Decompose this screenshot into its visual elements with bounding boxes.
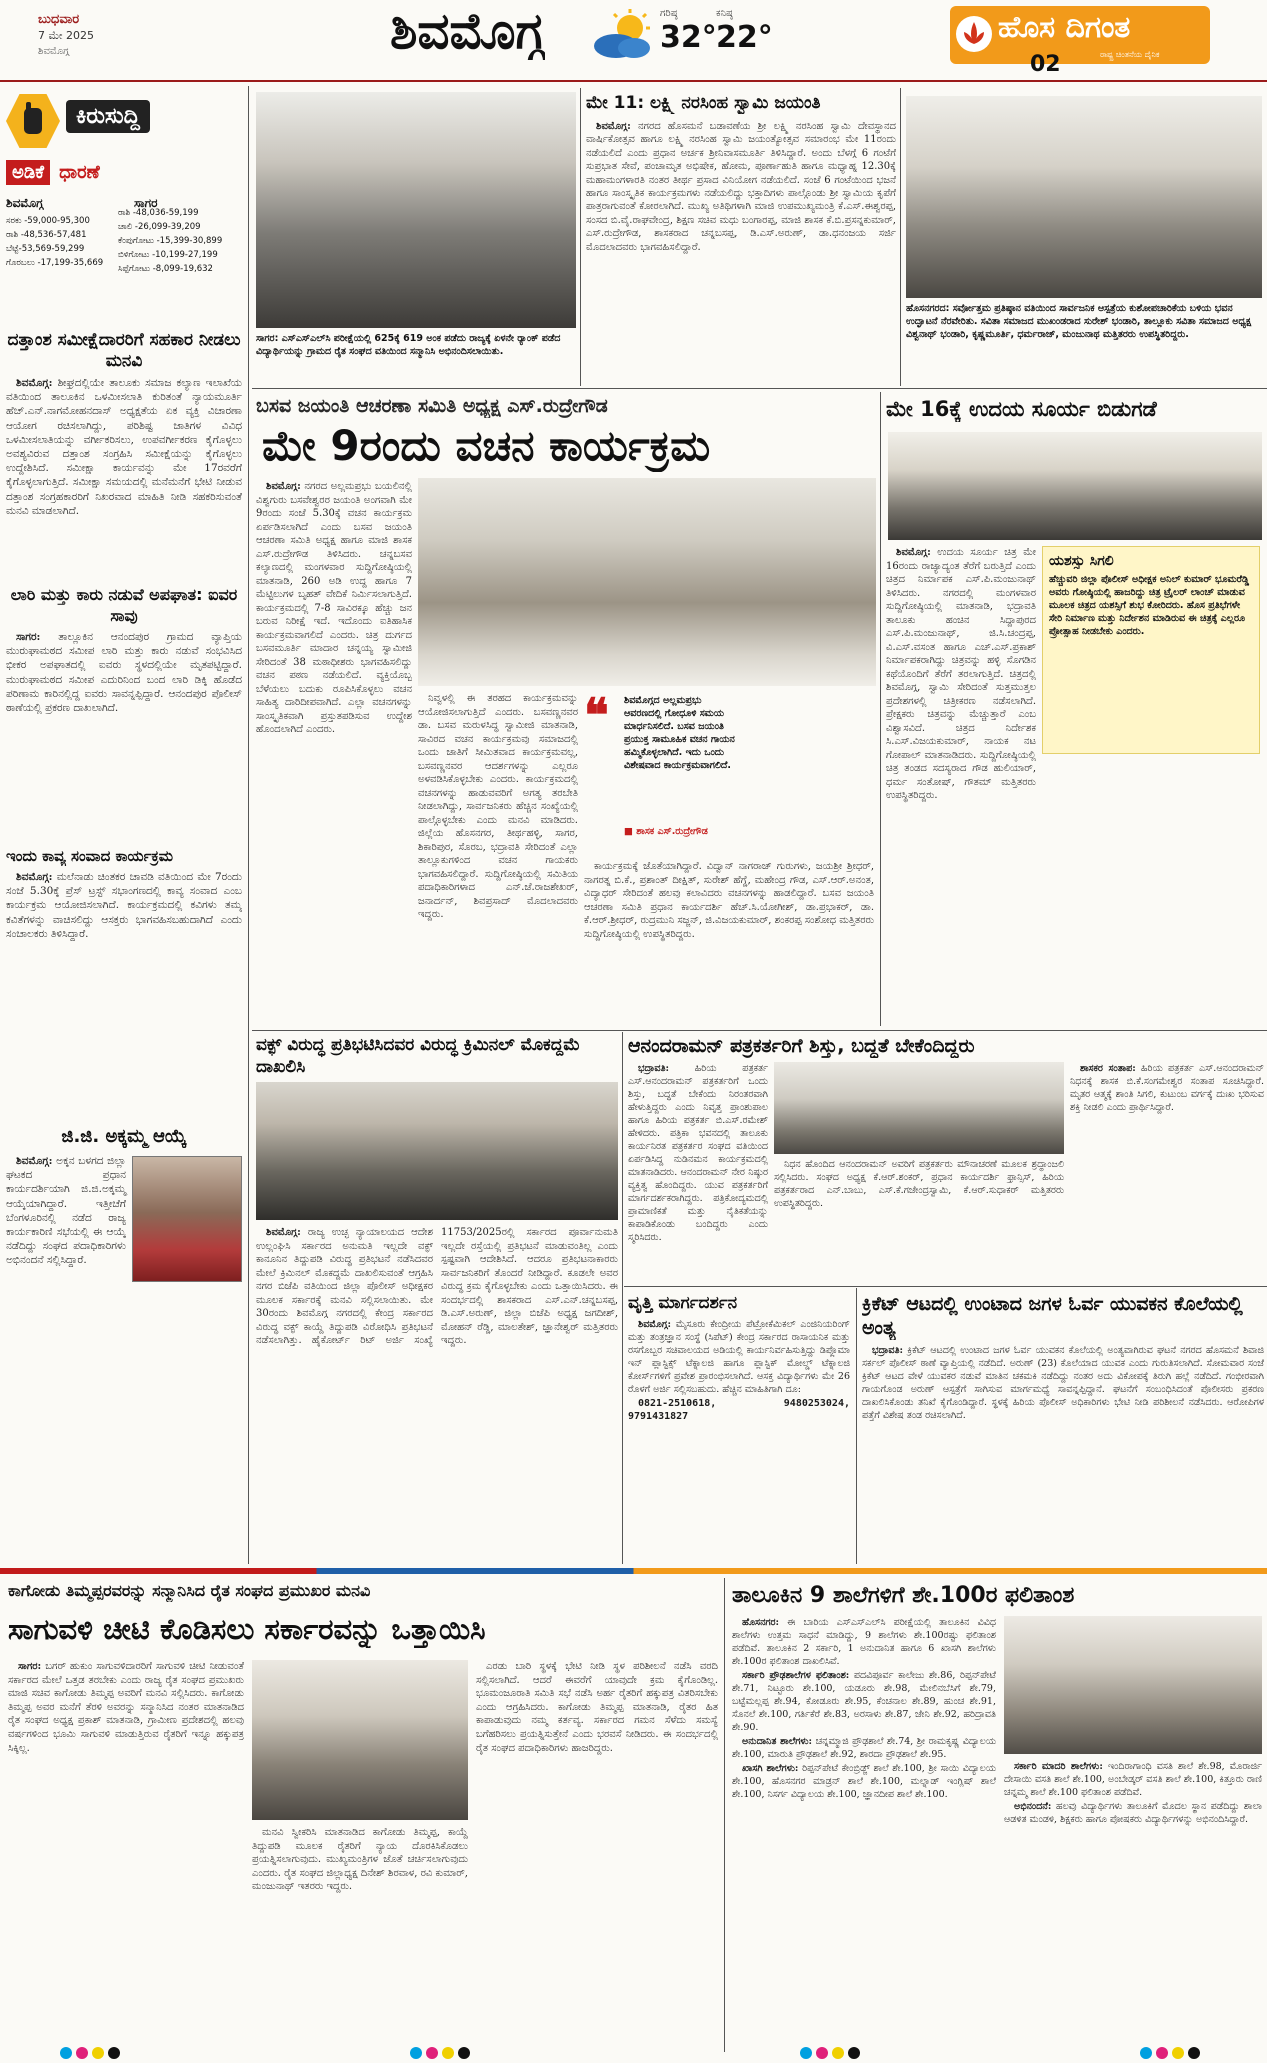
dateline: ಶಿವಮೊಗ್ಗ: <box>16 377 53 389</box>
story-text: ಚನ್ನಮ್ಮಾಜಿ ಪ್ರೌಢಶಾಲೆ ಶೇ.74, ಶ್ರೀ ರಾಮಕೃಷ್ಣ ವಿದ್ಯಾಲಯ ಶೇ.100, ಮಾರುತಿ ಪ್ರೌಢಶಾಲೆ ಶೇ.92, ಶಾರದಾ ಪ್ರೌಢಶಾಲೆ ಶೇ.95. <box>732 1736 996 1760</box>
story-text: ಇಂದಿರಾಗಾಂಧಿ ವಸತಿ ಶಾಲೆ ಶೇ.98, ಮೊರಾರ್ಜಿ ದೇಸಾಯಿ ವಸತಿ ಶಾಲೆ ಶೇ.100, ಅಂಬೇಡ್ಕರ್ ವಸತಿ ಶಾಲೆ ಶೇ.100, ಕಿತ್ತೂರು ರಾಣಿ ಚನ್ನಮ್ಮ ಶಾಲೆ ಶೇ.100 ಫಲಿತಾಂಶ ಪಡೆದಿವೆ. <box>1004 1761 1262 1798</box>
prices-right-list <box>118 206 242 276</box>
day-label: ಬುಧವಾರ <box>38 12 80 27</box>
waqf-memorandum-photo <box>256 1082 618 1220</box>
cricket-headline: ಕ್ರಿಕೆಟ್ ಆಟದಲ್ಲಿ ಉಂಟಾದ ಜಗಳ ಓರ್ವ ಯುವಕನ ಕೊಲೆಯಲ್ಲಿ ಅಂತ್ಯ <box>862 1293 1243 1339</box>
cmyk-dots <box>1140 2044 1204 2063</box>
divider <box>622 1032 623 1564</box>
price-row: ರಾಶಿ -48,036-59,199 <box>118 208 199 218</box>
story-text: ತಾಲ್ಲೂಕಿನ ಆನಂದಪುರ ಗ್ರಾಮದ ವ್ಯಾಪ್ತಿಯ ಮುರುಘಾಮಠದ ಸಮೀಪ ಲಾರಿ ಮತ್ತು ಕಾರು ನಡುವೆ ಸಂಭವಿಸಿದ ಭೀಕರ ಅಪಘಾತದಲ್ಲಿ ಐವರು ಸ್ಥಳದಲ್ಲಿಯೇ ಮೃತಪಟ್ಟಿದ್ದಾರೆ. ಮುರುಘಾಮಠದ ಸಮೀಪ ಎದುರಿನಿಂದ ಬಂದ ಲಾರಿ ಡಿಕ್ಕಿ ಹೊಡೆದ ಪರಿಣಾಮ ಕಾರಿನಲ್ಲಿದ್ದ ಐವರು ಸಾವನ್ನಪ್ಪಿದ್ದಾರೆ. ಆನಂದಪುರ ಪೊಲೀಸ್ ಠಾಣೆಯಲ್ಲಿ ಪ್ರಕರಣ ದಾಖಲಾಗಿದೆ. <box>6 631 242 715</box>
career-phone-numbers: 0821-2510618, 9480253024, 9791431827 <box>628 1398 850 1422</box>
lead-quote-box <box>584 688 740 852</box>
divider <box>252 1030 1267 1031</box>
anandaraman-body-1 <box>628 1062 768 1280</box>
subheading: ಖಾಸಗಿ ಶಾಲೆಗಳು: <box>742 1763 799 1774</box>
dateline: ಹೊಸನಗರ: <box>742 1617 780 1628</box>
story-text: ಪದವಿಪೂರ್ವ ಕಾಲೇಜು ಶೇ.86, ರಿಪ್ಪನ್‌ಪೇಟೆ ಶೇ.71, ನಿಟ್ಟೂರು ಶೇ.100, ಯಡೂರು ಶೇ.98, ಮೇಲಿನಬೆಸಿಗೆ ಶೇ.79, ಬಟ್ಟೆಮಲ್ಲಪ್ಪ ಶೇ.94, ಕೋಡೂರು ಶೇ.95, ಕೆಂಚನಾಲ ಶೇ.89, ಹುಂಚ ಶೇ.91, ಸೊನಲೆ ಶೇ.100, ಗರ್ತಿಕೆರೆ ಶೇ.83, ಅರಸಾಳು ಶೇ.87, ಜೇನಿ ಶೇ.92, ಹರಿದ್ರಾವತಿ ಶೇ.90. <box>732 1670 996 1733</box>
price-row: ಗೊರಬಲು -17,199-35,669 <box>6 258 104 268</box>
story-text: ನಿವ್ವಳಲ್ಲಿ ಈ ತರಹದ ಕಾರ್ಯಕ್ರಮವನ್ನು ಆಯೋಜಿಸಲಾಗುತ್ತಿದೆ ಎಂದರು. ಬಸವಣ್ಣನವರ ಡಾ. ಬಸವ ಮರುಳಸಿದ್ಧ ಸ್ವಾಮೀಜಿ ಮಾತನಾಡಿ, ಸಾವಿರದ ವಚನ ಕಾರ್ಯಕ್ರಮವು ಸಮಾಜದಲ್ಲಿ ಒಂದು ಜಾತಿಗೆ ಸೀಮಿತವಾದ ಕಾರ್ಯಕ್ರಮವಲ್ಲ, ಬಸವಣ್ಣನವರ ಆದರ್ಶಗಳನ್ನು ಎಲ್ಲರೂ ಅಳವಡಿಸಿಕೊಳ್ಳಬೇಕು ಎಂದರು. ಕಾರ್ಯಕ್ರಮದಲ್ಲಿ ವಚನಗಳನ್ನು ಹಾಡುವವರಿಗೆ ಅಗತ್ಯ ತರಬೇತಿ ನೀಡಲಾಗಿದ್ದು, ಸಾರ್ವಜನಿಕರು ಹೆಚ್ಚಿನ ಸಂಖ್ಯೆಯಲ್ಲಿ ಪಾಲ್ಗೊಳ್ಳಬೇಕು ಎಂದು ಮನವಿ ಮಾಡಿದರು. ಜಿಲ್ಲೆಯ ಹೊಸನಗರ, ತೀರ್ಥಹಳ್ಳಿ, ಸಾಗರ, ಶಿಕಾರಿಪುರ, ಸೊರಬ, ಭದ್ರಾವತಿ ಸೇರಿದಂತೆ ಎಲ್ಲಾ ತಾಲ್ಲೂಕುಗಳಿಂದ ವಚನ ಗಾಯಕರು ಭಾಗವಹಿಸಲಿದ್ದಾರೆ. ಸುದ್ದಿಗೋಷ್ಠಿಯಲ್ಲಿ ಸಮಿತಿಯ ಪದಾಧಿಕಾರಿಗಳಾದ ಎನ್.ಜೆ.ರಾಜಶೇಖರ್, ಜನಾರ್ದನ್, ಶಿವಪ್ರಸಾದ್ ಮೊದಲಾದವರು ಇದ್ದರು. <box>418 693 578 920</box>
anandaraman-headline: ಆನಂದರಾಮನ್ ಪತ್ರಕರ್ತರಿಗೆ ಶಿಸ್ತು, ಬದ್ಧತೆ ಬೇಕೆಂದಿದ್ದರು <box>628 1035 975 1057</box>
story-text: ಕಾರ್ಯಕ್ರಮಕ್ಕೆ ಜೊತೆಯಾಗಿದ್ದಾರೆ. ವಿದ್ವಾನ್ ನಾಗರಾಜ್ ಗುರುಗಳು, ಜಯಶ್ರೀ ಶ್ರೀಧರ್, ನಾಗರತ್ನ ಬಿ.ಕೆ., ಪ್ರಶಾಂತ್ ದೀಕ್ಷಿತ್, ಸುರೇಶ್ ಹೆಗ್ಡೆ, ಮಹೇಂದ್ರ ಗೌಡ, ಎಸ್.ಆರ್.ಅನಂತ, ವಿದ್ಯಾಧರ್ ಸೇರಿದಂತೆ ಹಲವು ಕಲಾವಿದರು ವಚನಗಳನ್ನು ಹಾಡಲಿದ್ದಾರೆ. ಬಸವ ಜಯಂತಿ ಆಚರಣಾ ಸಮಿತಿ ಪ್ರಧಾನ ಕಾರ್ಯದರ್ಶಿ ಹೆಚ್.ಸಿ.ಯೋಗೀಶ್, ಡಾ.ಪ್ರಭಾಕರ್, ಡಾ. ಕೆ.ಆರ್.ಶ್ರೀಧರ್, ರುದ್ರಮುನಿ ಸಜ್ಜನ್, ಜಿ.ವಿಜಯಕುಮಾರ್, ಶಂಕರಪ್ಪ ಸಂಶೋಧ ಮತ್ತಿತರರು ಸುದ್ದಿಗೋಷ್ಠಿಯಲ್ಲಿ ಉಪಸ್ಥಿತರಿದ್ದರು. <box>584 861 874 940</box>
subheading: ಶಾಸಕರ ಸಂತಾಪ: <box>1080 1063 1136 1074</box>
section-color-bar <box>0 1568 1267 1574</box>
arecanut-title-b: ಧಾರಣೆ <box>59 162 100 183</box>
story-text: ಬಗರ್ ಹುಕುಂ ಸಾಗುವಳಿದಾರರಿಗೆ ಸಾಗುವಳಿ ಚೀಟಿ ನೀಡುವಂತೆ ಸರ್ಕಾರದ ಮೇಲೆ ಒತ್ತಡ ತರಬೇಕು ಎಂದು ರಾಜ್ಯ ರೈತ ಸಂಘದ ಪ್ರಮುಖರು ಮಾಜಿ ಸಚಿವ ಕಾಗೋಡು ತಿಮ್ಮಪ್ಪ ಅವರಿಗೆ ಮನವಿ ಸಲ್ಲಿಸಿದರು. ಕಾಗೋಡು ತಿಮ್ಮಪ್ಪ ಅವರ ಮನೆಗೆ ತೆರಳಿ ಅವರನ್ನು ಸನ್ಮಾನಿಸಿದ ನಂತರ ಮಾತನಾಡಿದ ರೈತ ಸಂಘದ ಅಧ್ಯಕ್ಷ ಪ್ರಕಾಶ್ ಮಾತನಾಡಿ, ಗ್ರಾಮೀಣ ಪ್ರದೇಶದಲ್ಲಿ ಹಲವು ವರ್ಷಗಳಿಂದ ಭೂಮಿ ಸಾಗುವಳಿ ಮಾಡುತ್ತಿರುವ ರೈತರಿಗೆ ಇನ್ನೂ ಹಕ್ಕುಪತ್ರ ಸಿಕ್ಕಿಲ್ಲ. <box>8 1661 244 1754</box>
bottom-left-column-1 <box>8 1660 244 2050</box>
sidebar-story1-body <box>6 376 242 576</box>
sidebar-story3-body <box>6 870 242 1120</box>
sidebar-story4-body <box>6 1154 242 1494</box>
udaya-body <box>886 546 1036 1024</box>
masthead-rule <box>0 80 1267 82</box>
story-text: ಹಿರಿಯ ಪತ್ರಕರ್ತ ಎಸ್.ಆನಂದರಾಮನ್ ನಿಧನಕ್ಕೆ ಶಾಸಕ ಬಿ.ಕೆ.ಸಂಗಮೇಶ್ವರ ಸಂತಾಪ ಸೂಚಿಸಿದ್ದಾರೆ. ಮೃತರ ಆತ್ಮಕ್ಕೆ ಶಾಂತಿ ಸಿಗಲಿ, ಕುಟುಂಬ ವರ್ಗಕ್ಕೆ ದುಃಖ ಭರಿಸುವ ಶಕ್ತಿ ನೀಡಲಿ ಎಂದು ಪ್ರಾರ್ಥಿಸಿದ್ದಾರೆ. <box>1070 1063 1264 1113</box>
lakshmi-body <box>586 120 896 384</box>
akkamma-photo <box>132 1156 242 1282</box>
dateline: ಭದ್ರಾವತಿ: <box>872 1345 904 1356</box>
price-row: ಚಾಲಿ -26,099-39,209 <box>118 222 201 232</box>
paper-name: ಹೊಸ ದಿಗಂತ <box>998 10 1131 45</box>
price-row: ಸಿಪ್ಪೆಗೋಟು -8,099-19,632 <box>118 264 213 274</box>
sidebar-rule <box>248 86 249 1564</box>
min-temp-value: 22° <box>716 20 773 55</box>
lakshmi-headline: ಮೇ 11: ಲಕ್ಷ್ಮಿ ನರಸಿಂಹ ಸ್ವಾಮಿ ಜಯಂತಿ <box>586 93 821 113</box>
sidebar-story1-headline: ದತ್ತಾಂಶ ಸಮೀಕ್ಷೆದಾರರಿಗೆ ಸಹಕಾರ ನೀಡಲು ಮನವಿ <box>7 330 241 371</box>
dateline: ಶಿವಮೊಗ್ಗ: <box>16 1155 53 1167</box>
hospital-event-photo <box>906 96 1262 298</box>
bottom-right-column-2 <box>1004 1760 1262 2050</box>
udaya-box-headline: ಯಶಸ್ಸು ಸಿಗಲಿ <box>1049 553 1114 569</box>
weather-icon <box>590 8 656 62</box>
divider <box>724 1578 725 2052</box>
sidebar-story3-headline: ಇಂದು ಕಾವ್ಯ ಸಂವಾದ ಕಾರ್ಯಕ್ರಮ <box>6 847 174 865</box>
arecanut-title-a: ಅಡಿಕೆ <box>6 160 50 185</box>
students-photo <box>1004 1616 1262 1754</box>
dateline: ಶಿವಮೊಗ್ಗ: <box>266 481 301 492</box>
cmyk-dots <box>410 2044 474 2063</box>
story-text: ಶೀಘ್ರದಲ್ಲಿಯೇ ತಾಲೂಕು ಸಮಾಜ ಕಲ್ಯಾಣ ಇಲಾಖೆಯ ವತಿಯಿಂದ ತಾಲೂಕಿನ ಒಳಮೀಸಲಾತಿ ಕುರಿತಂತೆ ನ್ಯಾಯಮೂರ್ತಿ ಹೆಚ್.ಎನ್.ನಾಗಮೋಹನದಾಸ್ ಅಧ್ಯಕ್ಷತೆಯ ಏಕ ವ್ಯಕ್ತಿ ವಿಚಾರಣಾ ಆಯೋಗ ರಚಿಸಲಾಗಿದ್ದು, ಪರಿಶಿಷ್ಟ ಜಾತಿಗಳ ವಿವಿಧ ಒಳಮೀಸಲಾತಿಯನ್ನು ವರ್ಗೀಕರಿಸಲು, ಉಪವರ್ಗೀಕರಣ ಕೈಗೊಳ್ಳಲು ಅವಶ್ಯವಿರುವ ದತ್ತಾಂಶ ಸಂಗ್ರಹಿಸಿ ಸಮೀಕ್ಷೆಯನ್ನು ಕೈಗೊಳ್ಳಲು ಉದ್ದೇಶಿಸಿದೆ. ಸಮೀಕ್ಷಾ ಕಾರ್ಯವನ್ನು ಮೇ 17ರವರೆಗೆ ಕೈಗೊಳ್ಳಲಾಗುತ್ತಿದೆ. ಸಮೀಕ್ಷಾ ಸಮಯದಲ್ಲಿ ಮನೆಮನೆಗೆ ಭೇಟಿ ನೀಡುವ ದತ್ತಾಂಶ ಸಂಗ್ರಹಕಾರರಿಗೆ ನಿಖರವಾದ ಮಾಹಿತಿ ನೀಡಿ ಸಹಕರಿಸುವಂತೆ ಮನವಿ ಮಾಡಲಾಗಿದೆ. <box>6 377 242 517</box>
dateline: ಸಾಗರ: <box>16 631 41 643</box>
story-text: ಎರಡು ಬಾರಿ ಸ್ಥಳಕ್ಕೆ ಭೇಟಿ ನೀಡಿ ಸ್ಥಳ ಪರಿಶೀಲನೆ ನಡೆಸಿ ವರದಿ ಸಲ್ಲಿಸಲಾಗಿದೆ. ಆದರೆ ಈವರೆಗೆ ಯಾವುದೇ ಕ್ರಮ ಕೈಗೊಂಡಿಲ್ಲ. ಭೂಮಂಜೂರಾತಿ ಸಮಿತಿ ಸಭೆ ನಡೆಸಿ ಅರ್ಹ ರೈತರಿಗೆ ಹಕ್ಕುಪತ್ರ ವಿತರಿಸಬೇಕು ಎಂದು ಆಗ್ರಹಿಸಿದರು. ಕಾಗೋಡು ತಿಮ್ಮಪ್ಪ ಮಾತನಾಡಿ, ರೈತರ ಹಿತ ಕಾಪಾಡುವುದು ನಮ್ಮ ಕರ್ತವ್ಯ. ಸರ್ಕಾರದ ಗಮನ ಸೆಳೆದು ಸಮಸ್ಯೆ ಬಗೆಹರಿಸಲು ಪ್ರಯತ್ನಿಸುತ್ತೇನೆ ಎಂದು ಭರವಸೆ ನೀಡಿದರು. ಈ ಸಂದರ್ಭದಲ್ಲಿ ರೈತ ಸಂಘದ ಪದಾಧಿಕಾರಿಗಳು ಹಾಜರಿದ್ದರು. <box>476 1661 718 1754</box>
bottom-left-column-3 <box>476 1660 718 2050</box>
bottom-left-kicker: ಕಾಗೋಡು ತಿಮ್ಮಪ್ಪರವರನ್ನು ಸನ್ಮಾನಿಸಿದ ರೈತ ಸಂಘದ ಪ್ರಮುಖರ ಮನವಿ <box>8 1581 371 1600</box>
date-block <box>38 12 198 57</box>
story-text: ಅಕ್ಕನ ಬಳಗದ ಜಿಲ್ಲಾ ಘಟಕದ ಪ್ರಧಾನ ಕಾರ್ಯದರ್ಶಿಯಾಗಿ ಜಿ.ಜಿ.ಅಕ್ಕಮ್ಮ ಆಯ್ಕೆಯಾಗಿದ್ದಾರೆ. ಇತ್ತೀಚೆಗೆ ಬೆಂಗಳೂರಿನಲ್ಲಿ ನಡೆದ ರಾಜ್ಯ ಕಾರ್ಯಕಾರಿಣಿ ಸಭೆಯಲ್ಲಿ ಈ ಆಯ್ಕೆ ನಡೆದಿದ್ದು ಸಂಘದ ಪದಾಧಿಕಾರಿಗಳು ಅಭಿನಂದನೆ ಸಲ್ಲಿಸಿದ್ದಾರೆ. <box>6 1155 126 1267</box>
sidebar-story4-headline: ಜಿ.ಜಿ. ಅಕ್ಕಮ್ಮ ಆಯ್ಕೆ <box>61 1126 187 1147</box>
dateline: ಶಿವಮೊಗ್ಗ: <box>896 547 931 558</box>
udaya-press-photo <box>888 432 1262 540</box>
price-row: ಬೆಟ್ಟೆ-53,569-59,299 <box>6 244 85 254</box>
story-text: ನಗರದ ಅಲ್ಲಮಪ್ರಭು ಬಯಲಿನಲ್ಲಿ ವಿಶ್ವಗುರು ಬಸವೇಶ್ವರರ ಜಯಂತಿ ಅಂಗವಾಗಿ ಮೇ 9ರಂದು ಸಂಜೆ 5.30ಕ್ಕೆ ವಚನ ಕಾರ್ಯಕ್ರಮ ಏರ್ಪಡಿಸಲಾಗಿದೆ ಎಂದು ಬಸವ ಜಯಂತಿ ಆಚರಣಾ ಸಮಿತಿ ಅಧ್ಯಕ್ಷ ಹಾಗೂ ಮಾಜಿ ಶಾಸಕ ಎಸ್.ರುದ್ರೇಗೌಡ ತಿಳಿಸಿದರು. ಚನ್ನಬಸವ ಕಲ್ಯಾಣದಲ್ಲಿ ಮಂಗಳವಾರ ಸುದ್ದಿಗೋಷ್ಠಿಯಲ್ಲಿ ಮಾತನಾಡಿ, 260 ಅಡಿ ಉದ್ದ ಹಾಗೂ 7 ಮೆಟ್ಟಿಲುಗಳ ಬೃಹತ್ ವೇದಿಕೆ ನಿರ್ಮಿಸಲಾಗುತ್ತಿದೆ. ಕಾರ್ಯಕ್ರಮದಲ್ಲಿ 7-8 ಸಾವಿರಕ್ಕೂ ಹೆಚ್ಚು ಜನ ಬರುವ ನಿರೀಕ್ಷೆ ಇದೆ. ಇದೊಂದು ಐತಿಹಾಸಿಕ ಕಾರ್ಯಕ್ರಮವಾಗಲಿದೆ ಎಂದರು. ಚಿತ್ರ ದುರ್ಗದ ಬಸವಮೂರ್ತಿ ಮಾದಾರ ಚನ್ನಯ್ಯ ಸ್ವಾಮೀಜಿ ಸೇರಿದಂತೆ 38 ಮಠಾಧೀಶರು ಭಾಗವಹಿಸಲಿದ್ದು ವಚನ ಪಠಣ ನಡೆಯಲಿದೆ. ವ್ಯಕ್ತಿಯೊಬ್ಬ ಬೆಳೆಯಲು ಬದುಕು ರೂಪಿಸಿಕೊಳ್ಳಲು ವಚನ ಸಾಹಿತ್ಯ ದಾರಿದೀಪವಾಗಿದೆ. ಎಲ್ಲಾ ವಚನಗಳನ್ನು ಸಾಂಸ್ಕೃತಿಕವಾಗಿ ಪ್ರಸ್ತುತಪಡಿಸುವ ಉದ್ದೇಶ ಹೊಂದಲಾಗಿದೆ ಎಂದರು. <box>256 481 412 735</box>
story-text: ರಾಜ್ಯ ಉಚ್ಛ ನ್ಯಾಯಾಲಯದ ಆದೇಶ ಉಲ್ಲಂಘಿಸಿ ಸರ್ಕಾರದ ಅನುಮತಿ ಇಲ್ಲದೇ ವಕ್ಫ್ ಕಾನೂನಿನ ತಿದ್ದುಪಡಿ ವಿರುದ್ಧ ಪ್ರತಿಭಟನೆ ನಡೆಸಿದವರ ಮೇಲೆ ಕ್ರಿಮಿನಲ್ ಮೊಕದ್ದಮೆ ದಾಖಲಿಸುವಂತೆ ಆಗ್ರಹಿಸಿ ನಗರ ಬಿಜೆಪಿ ವತಿಯಿಂದ ಜಿಲ್ಲಾ ಪೊಲೀಸ್ ಅಧೀಕ್ಷಕರ ಮೂಲಕ ಸರ್ಕಾರಕ್ಕೆ ಮನವಿ ಸಲ್ಲಿಸಲಾಯಿತು. ಮೇ 30ರಂದು ಶಿವಮೊಗ್ಗ ನಗರದಲ್ಲಿ ಕೇಂದ್ರ ಸರ್ಕಾರದ ವಿರುದ್ಧ ವಕ್ಫ್ ಕಾಯ್ದೆ ತಿದ್ದುಪಡಿ ವಿರೋಧಿಸಿ ಪ್ರತಿಭಟನೆ ನಡೆಸಲಾಗಿತ್ತು. ಹೈಕೋರ್ಟ್ ರಿಟ್ ಅರ್ಜಿ ಸಂಖ್ಯೆ 11753/2025ರಲ್ಲಿ ಸರ್ಕಾರದ ಪೂರ್ವಾನುಮತಿ ಇಲ್ಲದೇ ರಸ್ತೆಯಲ್ಲಿ ಪ್ರತಿಭಟನೆ ಮಾಡುವಂತಿಲ್ಲ ಎಂದು ಸ್ಪಷ್ಟವಾಗಿ ಆದೇಶಿಸಿದೆ. ಆದರೂ ಪ್ರತಿಭಟನಾಕಾರರು ಸಾರ್ವಜನಿಕರಿಗೆ ತೊಂದರೆ ನೀಡಿದ್ದಾರೆ. ಕೂಡಲೇ ಅವರ ವಿರುದ್ಧ ಕ್ರಮ ಕೈಗೊಳ್ಳಬೇಕು ಎಂದು ಒತ್ತಾಯಿಸಿದರು. ಈ ಸಂದರ್ಭದಲ್ಲಿ ಶಾಸಕರಾದ ಎಸ್.ಎನ್.ಚನ್ನಬಸಪ್ಪ, ಡಿ.ಎಸ್.ಅರುಣ್, ಜಿಲ್ಲಾ ಬಿಜೆಪಿ ಅಧ್ಯಕ್ಷ ಜಗದೀಶ್, ಮೋಹನ್ ರೆಡ್ಡಿ, ಮಾಲತೇಶ್, ಜ್ಞಾನೇಶ್ವರ್ ಮತ್ತಿತರರು ಇದ್ದರು. <box>256 1227 618 1346</box>
bottom-left-headline: ಸಾಗುವಳಿ ಚೀಟಿ ಕೊಡಿಸಲು ಸರ್ಕಾರವನ್ನು ಒತ್ತಾಯಿಸಿ <box>8 1612 486 1646</box>
lead-column-1 <box>256 480 412 1024</box>
divider <box>580 88 581 386</box>
page-number: 02 <box>1030 52 1061 77</box>
story-text: ನಿಧನ ಹೊಂದಿದ ಆನಂದರಾಮನ್ ಅವರಿಗೆ ಪತ್ರಕರ್ತರು ಮೌನಾಚರಣೆ ಮೂಲಕ ಶ್ರದ್ಧಾಂಜಲಿ ಸಲ್ಲಿಸಿದರು. ಸಂಘದ ಅಧ್ಯಕ್ಷ ಕೆ.ಆರ್.ಶಂಕರ್, ಪ್ರಧಾನ ಕಾರ್ಯದರ್ಶಿ ಫ್ರಾನ್ಸಿಸ್, ಹಿರಿಯ ಪತ್ರಕರ್ತರಾದ ಎನ್.ಬಾಬು, ಎಸ್.ಕೆ.ಗಜೇಂದ್ರಸ್ವಾಮಿ, ಕೆ.ಆರ್.ಸುಧಾಕರ್ ಮತ್ತಿತರರು ಉಪಸ್ಥಿತರಿದ್ದರು. <box>774 1159 1064 1209</box>
arecanut-title <box>6 160 156 190</box>
anandaraman-tribute-photo <box>774 1062 1064 1154</box>
kiru-suddi-title: ಕಿರುಸುದ್ದಿ <box>66 100 150 133</box>
anandaraman-body-2 <box>774 1158 1064 1280</box>
waqf-headline: ವಕ್ಫ್ ವಿರುದ್ಧ ಪ್ರತಿಭಟಿಸಿದವರ ವಿರುದ್ಧ ಕ್ರಿಮಿನಲ್ ಮೊಕದ್ದಮೆ ದಾಖಲಿಸಿ <box>256 1035 581 1077</box>
bottom-right-headline: ತಾಲೂಕಿನ 9 ಶಾಲೆಗಳಿಗೆ ಶೇ.100ರ ಫಲಿತಾಂಶ <box>732 1583 1075 1608</box>
subheading: ಅಭಿನಂದನೆ: <box>1014 1801 1052 1812</box>
story-text: ಮನವಿ ಸ್ವೀಕರಿಸಿ ಮಾತನಾಡಿದ ಕಾಗೋಡು ತಿಮ್ಮಪ್ಪ, ಕಾಯ್ದೆ ತಿದ್ದುಪಡಿ ಮೂಲಕ ರೈತರಿಗೆ ನ್ಯಾಯ ದೊರಕಿಸಿಕೊಡಲು ಪ್ರಯತ್ನಿಸಲಾಗುವುದು. ಮುಖ್ಯಮಂತ್ರಿಗಳ ಜೊತೆ ಚರ್ಚಿಸಲಾಗುವುದು ಎಂದರು. ರೈತ ಸಂಘದ ಜಿಲ್ಲಾಧ್ಯಕ್ಷ ದಿನೇಶ್ ಶಿರವಾಳ, ರವಿ ಕುಮಾರ್, ಮಂಜುನಾಥ್ ಇತರರು ಇದ್ದರು. <box>252 1827 468 1893</box>
price-row: ಬಿಳಿಗೋಟು -10,199-27,199 <box>118 250 218 260</box>
story-text: ಹಲವು ವಿದ್ಯಾರ್ಥಿಗಳು ತಾಲೂಕಿಗೆ ಮೊದಲ ಸ್ಥಾನ ಪಡೆದಿದ್ದು ಶಾಲಾ ಆಡಳಿತ ಮಂಡಳಿ, ಶಿಕ್ಷಕರು ಹಾಗೂ ಪೋಷಕರು ವಿದ್ಯಾರ್ಥಿಗಳನ್ನು ಅಭಿನಂದಿಸಿದ್ದಾರೆ. <box>1004 1801 1262 1825</box>
bottom-left-column-2 <box>252 1826 468 2050</box>
rank-student-photo <box>256 92 576 328</box>
waqf-body <box>256 1226 618 1562</box>
masthead <box>0 0 1267 78</box>
story-text: ಈ ಬಾರಿಯ ಎಸ್ಎಸ್ಎಲ್‌ಸಿ ಪರೀಕ್ಷೆಯಲ್ಲಿ ತಾಲೂಕಿನ ವಿವಿಧ ಶಾಲೆಗಳು ಉತ್ತಮ ಸಾಧನೆ ಮಾಡಿದ್ದು, 9 ಶಾಲೆಗಳು ಶೇ.100ರಷ್ಟು ಫಲಿತಾಂಶ ಪಡೆದಿವೆ. ತಾಲೂಕಿನ 2 ಸರ್ಕಾರಿ, 1 ಅನುದಾನಿತ ಹಾಗೂ 6 ಖಾಸಗಿ ಶಾಲೆಗಳು ಶೇ.100ರ ಫಲಿತಾಂಶ ದಾಖಲಿಸಿವೆ. <box>732 1617 996 1667</box>
udaya-box-body: ಹೆಚ್ಚುವರಿ ಜಿಲ್ಲಾ ಪೊಲೀಸ್ ಅಧೀಕ್ಷಕ ಅನಿಲ್ ಕುಮಾರ್ ಭೂಮರೆಡ್ಡಿ ಅವರು ಗೋಷ್ಠಿಯಲ್ಲಿ ಹಾಜರಿದ್ದು ಚಿತ್ರ ಟ್ರೈಲರ್ ಲಾಂಚ್ ಮಾಡುವ ಮೂಲಕ ಚಿತ್ರದ ಯಶಸ್ಸಿಗೆ ಶುಭ ಕೋರಿದರು. ಹೊಸ ಪ್ರತಿಭೆಗಳೇ ಸೇರಿ ನಿರ್ಮಾಣ ಮತ್ತು ನಿರ್ದೇಶನ ಮಾಡಿರುವ ಈ ಚಿತ್ರಕ್ಕೆ ಎಲ್ಲರೂ ಪ್ರೋತ್ಸಾಹ ನೀಡಬೇಕು ಎಂದರು. <box>1049 574 1250 637</box>
min-temp-label: ಕನಿಷ್ಠ <box>716 8 733 19</box>
dateline: ಶಿವಮೊಗ್ಗ: <box>596 121 631 132</box>
cmyk-dots <box>60 2044 124 2063</box>
prices-left-list <box>6 214 122 270</box>
udaya-info-box <box>1042 546 1260 754</box>
paper-logo <box>950 6 1210 64</box>
dateline: ಶಿವಮೊಗ್ಗ: <box>16 871 53 883</box>
city-small-label: ಶಿವಮೊಗ್ಗ <box>38 46 70 57</box>
lead-kicker: ಬಸವ ಜಯಂತಿ ಆಚರಣಾ ಸಮಿತಿ ಅಧ್ಯಕ್ಷ ಎಸ್.ರುದ್ರೇಗೌಡ <box>256 395 608 417</box>
bottom-right-column-1 <box>732 1616 996 2050</box>
quote-author: ■ ಶಾಸಕ ಎಸ್.ರುದ್ರೇಗೌಡ <box>624 826 708 837</box>
date-label: 7 ಮೇ 2025 <box>38 29 95 42</box>
divider <box>880 392 881 1026</box>
story-text: ಮಲೆನಾಡು ಚಿಂತಕರ ಚಾವಡಿ ವತಿಯಿಂದ ಮೇ 7ರಂದು ಸಂಜೆ 5.30ಕ್ಕೆ ಪ್ರೆಸ್ ಟ್ರಸ್ಟ್ ಸಭಾಂಗಣದಲ್ಲಿ ಕಾವ್ಯ ಸಂವಾದ ಎಂಬ ಕಾರ್ಯಕ್ರಮ ಆಯೋಜಿಸಲಾಗಿದೆ. ಕಾರ್ಯಕ್ರಮದಲ್ಲಿ ಕವಿಗಳು ತಮ್ಮ ಕವಿತೆಗಳನ್ನು ವಾಚಿಸಲಿದ್ದು ಆಸಕ್ತರು ಭಾಗವಹಿಸಬಹುದಾಗಿದೆ ಎಂದು ಸಂಚಾಲಕರು ತಿಳಿಸಿದ್ದಾರೆ. <box>6 871 242 940</box>
story-text: ಮೈಸೂರು ಕೇಂದ್ರೀಯ ಪೆಟ್ರೋಕೆಮಿಕಲ್ ಎಂಜಿನಿಯರಿಂಗ್ ಮತ್ತು ತಂತ್ರಜ್ಞಾನ ಸಂಸ್ಥೆ (ಸಿಪೆಟ್) ಕೇಂದ್ರ ಸರ್ಕಾರದ ರಾಸಾಯನಿಕ ಮತ್ತು ರಸಗೊಬ್ಬರ ಸಚಿವಾಲಯದ ಅಡಿಯಲ್ಲಿ ಕಾರ್ಯನಿರ್ವಹಿಸುತ್ತಿದ್ದು ಡಿಪ್ಲೊಮಾ ಇನ್ ಪ್ಲಾಸ್ಟಿಕ್ಸ್ ಟೆಕ್ನಾಲಜಿ ಹಾಗೂ ಪ್ಲಾಸ್ಟಿಕ್ ಮೋಲ್ಡ್ ಟೆಕ್ನಾಲಜಿ ಕೋರ್ಸ್‌ಗಳಿಗೆ ಪ್ರವೇಶ ಪ್ರಾರಂಭಿಸಲಾಗಿದೆ. ಆಸಕ್ತ ವಿದ್ಯಾರ್ಥಿಗಳು ಮೇ 26 ರೊಳಗೆ ಅರ್ಜಿ ಸಲ್ಲಿಸಬಹುದು. ಹೆಚ್ಚಿನ ಮಾಹಿತಿಗಾಗಿ ದೂ: <box>628 1319 850 1395</box>
price-row: ಸರಕು -59,000-95,300 <box>6 216 90 226</box>
price-row: ಕೆಂಪುಗೋಟು -15,399-30,899 <box>118 236 223 246</box>
market-shivamogga-label: ಶಿವಮೊಗ್ಗ <box>6 196 44 210</box>
divider <box>252 388 1267 389</box>
cmyk-dots <box>800 2044 864 2063</box>
paper-tagline: ರಾಷ್ಟ್ರ ಚಿಂತನೆಯ ದೈನಿಕ <box>1100 50 1160 59</box>
cricket-body <box>862 1344 1264 1562</box>
story-text: ಹಿರಿಯ ಪತ್ರಕರ್ತ ಎಸ್.ಆನಂದರಾಮನ್ ಪತ್ರಕರ್ತರಿಗೆ ಒಂದು ಶಿಸ್ತು, ಬದ್ಧತೆ ಬೇಕೆಂದು ನಿರಂತರವಾಗಿ ಹೇಳುತ್ತಿದ್ದರು ಎಂದು ನಿವೃತ್ತ ಪ್ರಾಂಶುಪಾಲ ಹಾಗೂ ಹಿರಿಯ ಪತ್ರಕರ್ತ ಬಿ.ಎಸ್.ರಮೇಶ್ ಹೇಳಿದರು. ಪತ್ರಿಕಾ ಭವನದಲ್ಲಿ ತಾಲೂಕು ಕಾರ್ಯನಿರತ ಪತ್ರಕರ್ತರ ಸಂಘದ ವತಿಯಿಂದ ಏರ್ಪಡಿಸಿದ್ದ ನುಡಿನಮನ ಕಾರ್ಯಕ್ರಮದಲ್ಲಿ ಮಾತನಾಡಿದರು. ಆನಂದರಾಮನ್ ನೇರ ನಿಷ್ಠುರ ವ್ಯಕ್ತಿತ್ವ ಹೊಂದಿದ್ದರು. ಯುವ ಪತ್ರಕರ್ತರಿಗೆ ಮಾರ್ಗದರ್ಶಕರಾಗಿದ್ದರು. ಪತ್ರಿಕೋದ್ಯಮದಲ್ಲಿ ಪ್ರಾಮಾಣಿಕತೆ ಮತ್ತು ನೈತಿಕತೆಯನ್ನು ಕಾಪಾಡಿಕೊಂಡು ಬಂದಿದ್ದರು ಎಂದು ಸ್ಮರಿಸಿದರು. <box>628 1063 768 1243</box>
arecanut-price-box <box>6 160 242 328</box>
story-text: ನಗರದ ಹೊಸಮನೆ ಬಡಾವಣೆಯ ಶ್ರೀ ಲಕ್ಷ್ಮಿ ನರಸಿಂಹ ಸ್ವಾಮಿ ದೇವಸ್ಥಾನದ ವಾರ್ಷಿಕೋತ್ಸವ ಹಾಗೂ ಲಕ್ಷ್ಮಿ ನರಸಿಂಹ ಸ್ವಾಮಿ ಜಯಂತ್ಯೋತ್ಸವ ಸಮಾರಂಭ ಮೇ 11ರಂದು ನಡೆಯಲಿದೆ ಎಂದು ಪ್ರಧಾನ ಅರ್ಚಕ ಶ್ರೀನಿವಾಸಮೂರ್ತಿ ತಿಳಿಸಿದ್ದಾರೆ. ಅಂದು ಬೆಳಗ್ಗೆ 6 ಗಂಟೆಗೆ ಸುಪ್ರಭಾತ ಸೇವೆ, ಪಂಚಾಮೃತ ಅಭಿಷೇಕ, ಹೋಮ, ಪೂರ್ಣಾಹುತಿ ಹಾಗೂ ಮಧ್ಯಾಹ್ನ 12.30ಕ್ಕೆ ಮಹಾಮಂಗಳಾರತಿ ನಂತರ ತೀರ್ಥ ಪ್ರಸಾದ ವಿನಿಯೋಗ ನಡೆಯಲಿದೆ. ಸಂಜೆ 6 ಗಂಟೆಯಿಂದ ಭಜನೆ ಹಾಗೂ ಸಾಂಸ್ಕೃತಿಕ ಕಾರ್ಯಕ್ರಮಗಳು ನಡೆಯಲಿದ್ದು ಭಕ್ತಾದಿಗಳು ಪಾಲ್ಗೊಂಡು ಶ್ರೀ ಸ್ವಾಮಿಯ ಕೃಪೆಗೆ ಪಾತ್ರರಾಗುವಂತೆ ಕೋರಲಾಗಿದೆ. ಮುಖ್ಯ ಅತಿಥಿಗಳಾಗಿ ಮಾಜಿ ಉಪಮುಖ್ಯಮಂತ್ರಿ ಕೆ.ಎಸ್.ಈಶ್ವರಪ್ಪ, ಸಂಸದ ಬಿ.ವೈ.ರಾಘವೇಂದ್ರ, ಶಿಕ್ಷಣ ಸಚಿವ ಮಧು ಬಂಗಾರಪ್ಪ, ಮಾಜಿ ಶಾಸಕ ಕೆ.ಬಿ.ಪ್ರಸನ್ನಕುಮಾರ್, ಎಸ್.ರುದ್ರೇಗೌಡ, ಶಾಸಕರಾದ ಚನ್ನಬಸಪ್ಪ, ಡಿ.ಎಸ್.ಅರುಣ್, ಡಾ.ಧನಂಜಯ ಸರ್ಜಿ ಮೊದಲಾದವರು ಭಾಗವಹಿಸಲಿದ್ದಾರೆ. <box>586 121 896 253</box>
dateline: ಸಾಗರ: <box>18 1661 42 1672</box>
city-title: ಶಿವಮೊಗ್ಗ <box>390 2 546 60</box>
story-text: ಕ್ರಿಕೆಟ್ ಆಟದಲ್ಲಿ ಉಂಟಾದ ಜಗಳ ಓರ್ವ ಯುವಕನ ಕೊಲೆಯಲ್ಲಿ ಅಂತ್ಯವಾಗಿರುವ ಘಟನೆ ನಗರದ ಹೊಸಮನೆ ಶಿವಾಜಿ ಸರ್ಕಲ್ ಪೊಲೀಸ್ ಠಾಣೆ ವ್ಯಾಪ್ತಿಯಲ್ಲಿ ನಡೆದಿದೆ. ಅರುಣ್ (23) ಕೊಲೆಯಾದ ಯುವಕ ಎಂದು ಗುರುತಿಸಲಾಗಿದೆ. ಸೋಮವಾರ ಸಂಜೆ ಕ್ರಿಕೆಟ್ ಆಟದ ವೇಳೆ ಯುವಕರ ನಡುವೆ ಮಾತಿನ ಚಕಮಕಿ ನಡೆದಿದ್ದು ನಂತರ ಅದು ವಿಕೋಪಕ್ಕೆ ತಿರುಗಿ ಹಲ್ಲೆ ನಡೆದಿದೆ. ಗಂಭೀರವಾಗಿ ಗಾಯಗೊಂಡ ಅರುಣ್ ಆಸ್ಪತ್ರೆಗೆ ಸಾಗಿಸುವ ಮಾರ್ಗಮಧ್ಯೆ ಸಾವನ್ನಪ್ಪಿದ್ದಾನೆ. ಘಟನೆಗೆ ಸಂಬಂಧಿಸಿದಂತೆ ಪೊಲೀಸರು ಪ್ರಕರಣ ದಾಖಲಿಸಿಕೊಂಡು ತನಿಖೆ ಕೈಗೊಂಡಿದ್ದಾರೆ. ಸ್ಥಳಕ್ಕೆ ಹಿರಿಯ ಪೊಲೀಸ್ ಅಧಿಕಾರಿಗಳು ಭೇಟಿ ನೀಡಿ ಪರಿಶೀಲನೆ ನಡೆಸಿದರು. ಆರೋಪಿಗಳ ಪತ್ತೆಗೆ ವಿಶೇಷ ತಂಡ ರಚಿಸಲಾಗಿದೆ. <box>862 1345 1264 1421</box>
dateline: ಶಿವಮೊಗ್ಗ: <box>266 1227 301 1238</box>
sidebar-story2-headline: ಲಾರಿ ಮತ್ತು ಕಾರು ನಡುವೆ ಅಪಘಾತ: ಐವರ ಸಾವು <box>10 585 238 625</box>
dateline: ಭದ್ರಾವತಿ: <box>638 1063 670 1074</box>
hand-icon <box>6 94 60 148</box>
lead-column-3 <box>584 860 874 1024</box>
subheading: ಸರ್ಕಾರಿ ಮಾದರಿ ಶಾಲೆಗಳು: <box>1014 1761 1103 1772</box>
udaya-headline: ಮೇ 16ಕ್ಕೆ ಉದಯ ಸೂರ್ಯ ಬಿಡುಗಡೆ <box>886 397 1157 421</box>
lotus-icon <box>956 16 992 52</box>
market-sagara-label: ಸಾಗರ <box>134 196 158 210</box>
divider <box>900 88 901 386</box>
price-row: ರಾಶಿ -48,536-57,481 <box>6 230 87 240</box>
temp-block <box>660 6 780 66</box>
divider <box>624 1286 1267 1287</box>
career-body <box>628 1318 850 1518</box>
quote-text: ಶಿವಮೊಗ್ಗದ ಅಲ್ಲಮಪ್ರಭು ಆವರಣದಲ್ಲಿ ಗೋಧೂಳಿ ಸಮಯ ಮಾರ್ಧನಿಸಲಿದೆ. ಬಸವ ಜಯಂತಿ ಪ್ರಯುಕ್ತ ಸಾಮೂಹಿಕ ವಚನ ಗಾಯನ ಹಮ್ಮಿಕೊಳ್ಳಲಾಗಿದೆ. ಇದು ಒಂದು ವಿಶೇಷವಾದ ಕಾರ್ಯಕ್ರಮವಾಗಲಿದೆ. <box>624 695 735 771</box>
sidebar <box>0 90 246 1610</box>
max-temp-label: ಗರಿಷ್ಠ <box>660 8 678 19</box>
divider <box>856 1288 857 1564</box>
rank-student-caption: ಸಾಗರ: ಎಸ್ಎಸ್ಎಲ್‌ಸಿ ಪರೀಕ್ಷೆಯಲ್ಲಿ 625ಕ್ಕೆ 619 ಅಂಕ ಪಡೆದು ರಾಜ್ಯಕ್ಕೆ ಏಳನೇ ರ‍್ಯಾಂಕ್ ಪಡೆದ ವಿದ್ಯಾರ್ಥಿಯನ್ನು ಗ್ರಾಮದ ರೈತ ಸಂಘದ ವತಿಯಿಂದ ಸನ್ಮಾನಿಸಿ ಅಭಿನಂದಿಸಲಾಯಿತು. <box>256 333 561 357</box>
subheading: ಅನುದಾನಿತ ಶಾಲೆಗಳು: <box>742 1736 813 1747</box>
max-temp-value: 32° <box>660 20 717 55</box>
career-headline: ವೃತ್ತಿ ಮಾರ್ಗದರ್ಶನ <box>628 1293 738 1313</box>
lead-column-2 <box>418 692 578 1024</box>
dateline: ಶಿವಮೊಗ್ಗ: <box>638 1319 672 1330</box>
lead-headline: ಮೇ 9ರಂದು ವಚನ ಕಾರ್ಯಕ್ರಮ <box>262 421 711 470</box>
hospital-event-caption: ಹೊಸನಗರದ: ಸರ್ವೋತ್ತಮ ಪ್ರತಿಷ್ಠಾನ ವತಿಯಿಂದ ಸಾರ್ವಜನಿಕ ಆಸ್ಪತ್ರೆಯ ಕುಶೋಪಚಾರಿಕೆಯ ಬಳಿಯ ಭವನ ಉದ್ಘಾಟನೆ ನೆರವೇರಿತು. ಸವಿತಾ ಸಮಾಜದ ಮುಖಂಡರಾದ ಸುರೇಶ್ ಭಂಡಾರಿ, ತಾಲ್ಲೂಕು ಸವಿತಾ ಸಮಾಜದ ಅಧ್ಯಕ್ಷ ವಿಶ್ವನಾಥ್ ಭಂಡಾರಿ, ಕೃಷ್ಣಮೂರ್ತಿ, ಧರ್ಮರಾಜ್, ಮಂಜುನಾಥ ಮತ್ತಿತರರು ಉಪಸ್ಥಿತರಿದ್ದರು. <box>906 303 1252 340</box>
anandaraman-body-3 <box>1070 1062 1264 1280</box>
subheading: ಸರ್ಕಾರಿ ಪ್ರೌಢಶಾಲೆಗಳ ಫಲಿತಾಂಶ: <box>742 1670 850 1681</box>
kagodu-felicitation-photo <box>252 1660 468 1820</box>
sidebar-story2-body <box>6 630 242 836</box>
kiru-suddi-banner <box>6 90 246 152</box>
registration-marks <box>60 2044 1220 2058</box>
lead-press-meet-photo <box>418 478 876 686</box>
story-text: ಉದಯ ಸೂರ್ಯ ಚಿತ್ರ ಮೇ 16ರಂದು ರಾಜ್ಯಾದ್ಯಂತ ತೆರೆಗೆ ಬರುತ್ತಿದೆ ಎಂದು ಚಿತ್ರದ ನಿರ್ಮಾಪಕ ಎಸ್.ಪಿ.ಮಂಜುನಾಥ್ ತಿಳಿಸಿದರು. ನಗರದಲ್ಲಿ ಮಂಗಳವಾರ ಸುದ್ದಿಗೋಷ್ಠಿಯಲ್ಲಿ ಮಾತನಾಡಿ, ಭದ್ರಾವತಿ ತಾಲೂಕು ಹಂಚಿನ ಸಿದ್ದಾಪುರದ ಎಸ್.ಪಿ.ಮಂಜುನಾಥ್, ಜಿ.ಸಿ.ಚಂದ್ರಪ್ಪ, ವಿ.ಎಸ್.ವಸಂತ ಹಾಗೂ ಎಚ್.ಎಸ್.ಪ್ರಕಾಶ್ ನಿರ್ಮಾಪಕರಾಗಿದ್ದು ಚಿತ್ರವನ್ನು ಹಳ್ಳಿ ಸೊಗಡಿನ ಕಥೆಯೊಂದಿಗೆ ತೆರೆಗೆ ತರಲಾಗುತ್ತಿದೆ. ಚಿತ್ರದಲ್ಲಿ ಶಿವಮೊಗ್ಗ, ಸ್ವಾಮಿ ಸೇರಿದಂತೆ ಸುತ್ತಮುತ್ತಲ ಪ್ರದೇಶಗಳಲ್ಲಿ ಚಿತ್ರೀಕರಣ ನಡೆಸಲಾಗಿದೆ. ಪ್ರೇಕ್ಷಕರು ಚಿತ್ರವನ್ನು ಮೆಚ್ಚುತ್ತಾರೆ ಎಂಬ ವಿಶ್ವಾಸವಿದೆ. ಚಿತ್ರದ ನಿರ್ದೇಶಕ ಸಿ.ಎಸ್.ವಿಜಯಕುಮಾರ್, ನಾಯಕ ನಟ ಗೋಪಾಲ್ ಮಾತನಾಡಿದರು. ಸುದ್ದಿಗೋಷ್ಠಿಯಲ್ಲಿ ಚಿತ್ರ ತಂಡದ ಸದಸ್ಯರಾದ ಗೌಡ ಹುಲಿಯಾರ್, ಧರ್ಮ ಸಂತೋಷ್, ಗೌತಮ್ ಮತ್ತಿತರರು ಉಪಸ್ಥಿತರಿದ್ದರು. <box>886 547 1036 801</box>
quote-icon: ❝ <box>584 688 609 742</box>
story-text: ರಿಪ್ಪನ್‌ಪೇಟೆ ಕೇಂಬ್ರಿಡ್ಜ್ ಶಾಲೆ ಶೇ.100, ಶ್ರೀ ಸಾಯಿ ವಿದ್ಯಾಲಯ ಶೇ.100, ಹೊಸನಗರ ಮಾಡ್ರನ್ ಶಾಲೆ ಶೇ.100, ಮಲ್ನಾಡ್ ಇಂಗ್ಲಿಷ್ ಶಾಲೆ ಶೇ.100, ನಿಸರ್ಗ ವಿದ್ಯಾಲಯ ಶೇ.100, ಜ್ಞಾನದೀಪ ಶಾಲೆ ಶೇ.100. <box>732 1763 996 1800</box>
